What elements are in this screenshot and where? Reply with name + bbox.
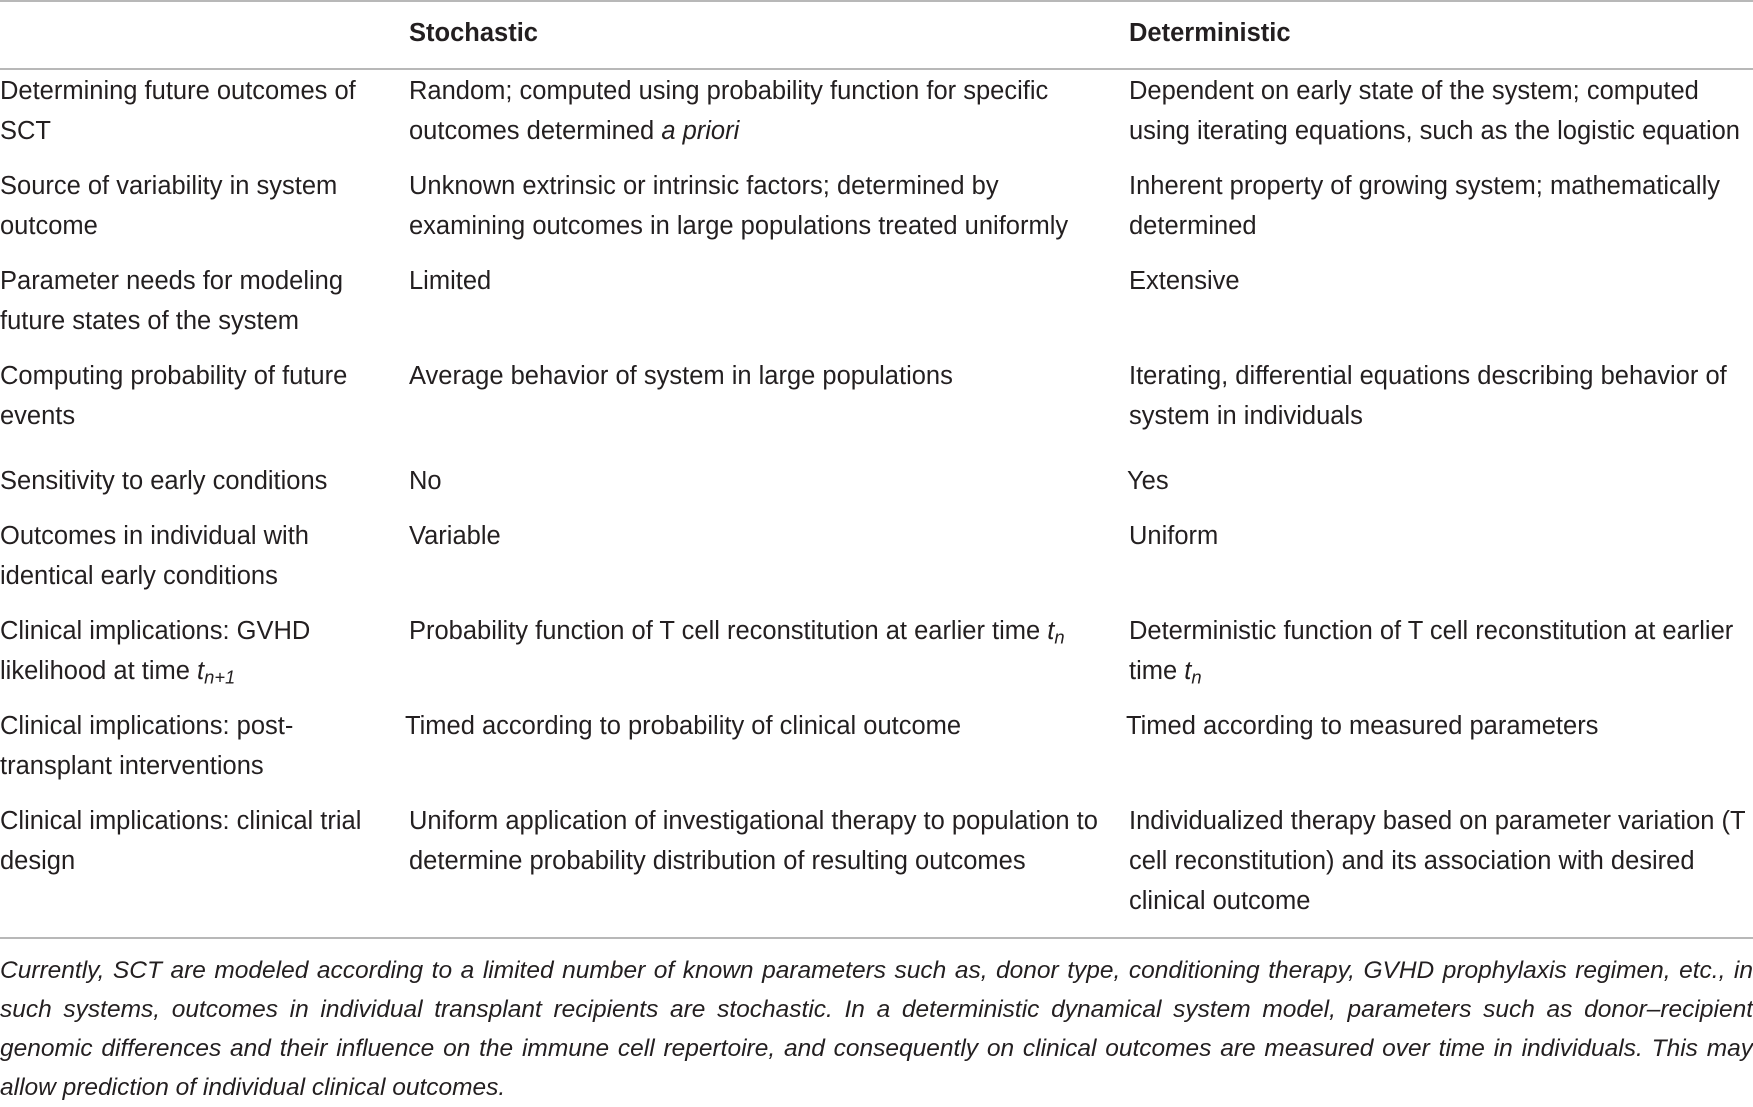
deterministic-cell: [1129, 611, 1753, 691]
row-label: Clinical implications: clinical trial design: [0, 807, 362, 875]
deterministic-cell: Timed according to measured parameters: [1126, 712, 1599, 740]
deterministic-cell: Inherent property of growing system; mathematically determined: [1129, 172, 1721, 240]
stochastic-cell: Variable: [409, 522, 501, 550]
time-subscript: n: [1191, 666, 1202, 688]
stochastic-cell: Timed according to probability of clinical outcome: [405, 712, 962, 740]
table-bottom-rule: [0, 937, 1753, 939]
time-subscript: n+1: [204, 666, 236, 688]
row-label: Parameter needs for modeling future states of the system: [0, 267, 344, 335]
deterministic-cell: Iterating, differential equations describing behavior of system in individuals: [1129, 362, 1727, 430]
header-deterministic: Deterministic: [1129, 19, 1291, 47]
time-subscript: n: [1054, 626, 1065, 648]
cell-italic-text: a priori: [661, 117, 740, 145]
row-label: [0, 611, 375, 691]
stochastic-cell: Limited: [409, 267, 492, 295]
deterministic-cell: Individualized therapy based on parameter variation (T cell reconstitution) and its association with desired clinical outcome: [1129, 807, 1746, 915]
row-label: Source of variability in system outcome: [0, 172, 338, 240]
row-label: Computing probability of future events: [0, 362, 348, 430]
row-label: Sensitivity to early conditions: [0, 467, 328, 495]
deterministic-cell: Dependent on early state of the system; computed using iterating equations, such as the logistic equation: [1129, 77, 1740, 145]
deterministic-cell: Uniform: [1129, 522, 1219, 550]
row-label: Clinical implications: post-transplant interventions: [0, 712, 294, 780]
time-variable: t: [1047, 617, 1055, 645]
stochastic-cell: [409, 71, 1109, 151]
cell-text: Random; computed using probability function for specific outcomes determined: [409, 77, 1049, 145]
deterministic-cell: Extensive: [1129, 267, 1240, 295]
header-rule: [0, 68, 1753, 70]
cell-text: Probability function of T cell reconstitution at earlier time: [409, 617, 1041, 645]
table-top-rule: [0, 0, 1753, 2]
row-label: Outcomes in individual with identical early conditions: [0, 522, 309, 590]
deterministic-cell: Yes: [1127, 467, 1169, 495]
stochastic-cell: No: [409, 467, 442, 495]
header-stochastic: Stochastic: [409, 19, 538, 47]
stochastic-cell: Average behavior of system in large populations: [409, 362, 953, 390]
stochastic-cell: Uniform application of investigational therapy to population to determine probability distribution of resulting outcomes: [409, 807, 1098, 875]
cell-text: Clinical implications: GVHD likelihood at time: [0, 617, 311, 685]
stochastic-cell: Unknown extrinsic or intrinsic factors; determined by examining outcomes in large populations treated uniformly: [409, 172, 1069, 240]
time-variable: t: [1184, 657, 1192, 685]
stochastic-cell: [409, 611, 1129, 651]
time-variable: t: [197, 657, 205, 685]
cell-text: Deterministic function of T cell reconstitution at earlier time: [1129, 617, 1734, 685]
table-footnote: Currently, SCT are modeled according to a limited number of known parameters such as, donor type, conditioning therapy, GVHD prophylaxis regimen, etc., in such systems, outcomes in individual transplant recipients are stochastic. In a deterministic dynamical system model, parameters such as donor–recipient genomic differences and their influence on the immune cell repertoire, and consequently on clinical outcomes are measured over time in individuals. This may allow prediction of individual clinical outcomes.: [0, 957, 1753, 1101]
row-label: Determining future outcomes of SCT: [0, 77, 356, 145]
